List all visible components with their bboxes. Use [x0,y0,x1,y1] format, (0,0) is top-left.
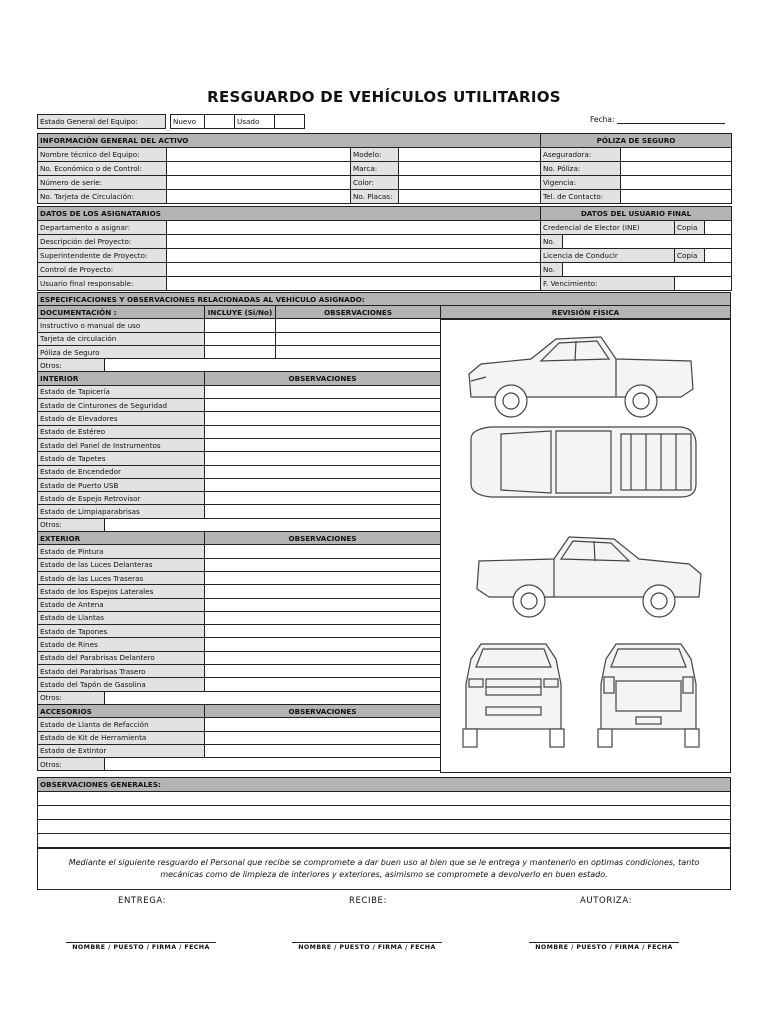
interior-item-label: Estado de Cinturones de Seguridad [38,399,205,412]
observacion-cell[interactable] [205,478,441,491]
truck-views-svg [441,319,730,772]
checklist-row [38,598,441,611]
activo-row: No. Económico o de Control: Marca: No. Póliza: [38,162,732,176]
checklist-row [38,545,441,558]
usuario-final-header: DATOS DEL USUARIO FINAL [541,207,732,221]
checklist-row [38,571,441,584]
otros-cell[interactable] [105,518,441,531]
checklist-row [38,678,441,691]
observacion-cell[interactable] [205,625,441,638]
observacion-cell[interactable] [205,665,441,678]
observacion-cell[interactable] [205,465,441,478]
checklist-table [37,305,441,771]
accesorios-item-label: Estado de Extintor [38,744,205,757]
observacion-cell[interactable] [276,319,441,332]
interior-item-label: Estado de Tapetes [38,452,205,465]
activo-row: No. Tarjeta de Circulación: No. Placas: Tel. de Contacto: [38,190,732,204]
observacion-cell[interactable] [276,345,441,358]
checklist-row [38,585,441,598]
estado-usado-box[interactable] [275,115,305,129]
observacion-cell[interactable] [276,332,441,345]
exterior-header: EXTERIOR [38,532,205,545]
observaciones-line[interactable] [38,834,731,848]
interior-header: INTERIOR [38,372,205,385]
doc-item-label: Póliza de Seguro [38,345,205,358]
checklist-row [38,452,441,465]
checklist-row [38,744,441,757]
checklist-row [38,332,441,345]
estado-nuevo-label: Nuevo [171,115,205,129]
asignatario-row: Departamento a asignar: Credencial de Elector (INE) Copia [38,221,732,235]
exterior-item-label: Estado de Rines [38,638,205,651]
interior-item-label: Estado de Puerto USB [38,478,205,491]
exterior-item-label: Estado de Pintura [38,545,205,558]
checklist-row [38,359,441,372]
observacion-cell[interactable] [205,638,441,651]
exterior-item-label: Estado de Antena [38,598,205,611]
autoriza-signature-line[interactable] [529,942,679,943]
checklist-row [38,758,441,771]
asignatarios-section [37,206,731,291]
asignatario-row: Usuario final responsable: F. Vencimiento: [38,277,732,291]
otros-label: Otros: [38,359,105,372]
documentacion-header: DOCUMENTACIÓN : [38,306,205,319]
checklist-row [38,492,441,505]
checklist-row [38,399,441,412]
checklist-row [38,412,441,425]
observacion-cell[interactable] [205,651,441,664]
otros-cell[interactable] [105,359,441,372]
activo-row: Nombre técnico del Equipo: Modelo: Aseguradora: [38,148,732,162]
doc-item-label: Instructivo o manual de uso [38,319,205,332]
entrega-caption: NOMBRE / PUESTO / FIRMA / FECHA [72,944,210,951]
autoriza-caption: NOMBRE / PUESTO / FIRMA / FECHA [535,944,673,951]
exterior-item-label: Estado de los Espejos Laterales [38,585,205,598]
interior-item-label: Estado de Espejo Retrovisor [38,492,205,505]
observaciones-header: OBSERVACIONES [205,704,441,717]
entrega-label: ENTREGA: [118,896,167,906]
observacion-cell[interactable] [205,678,441,691]
activo-header: INFORMACIÓN GENERAL DEL ACTIVO [38,134,541,148]
incluye-cell[interactable] [205,319,276,332]
interior-item-label: Estado del Panel de Instrumentos [38,438,205,451]
otros-label: Otros: [38,691,105,704]
fecha-label: Fecha: [590,115,615,124]
poliza-header: PÓLIZA DE SEGURO [541,134,732,148]
asignatarios-header: DATOS DE LOS ASIGNATARIOS [38,207,541,221]
checklist-row [38,505,441,518]
activo-section [37,133,731,204]
observaciones-header: OBSERVACIONES [205,532,441,545]
checklist-row [38,731,441,744]
observacion-cell[interactable] [205,492,441,505]
observaciones-line[interactable] [38,820,731,834]
truck-front-view-icon [463,644,564,747]
checklist-row [38,558,441,571]
checklist-row [38,425,441,438]
checklist-row [38,651,441,664]
observacion-cell[interactable] [205,425,441,438]
observacion-cell[interactable] [205,731,441,744]
asignatario-row: Superintendente de Proyecto: Licencia de Conducir Copia [38,249,732,263]
autoriza-label: AUTORIZA: [580,896,633,906]
checklist-row [38,319,441,332]
checklist-row [38,625,441,638]
truck-side-right-icon [477,537,701,617]
disclaimer-text: Mediante el siguiente resguardo el Personal que recibe se compromete a dar buen uso al bien que se le entrega y mantenerlo en optimas condiciones, tanto mecánicas como de limpieza de interiores y exteriores, asimismo se compromete a devolverlo en buen estado. [37,848,731,890]
exterior-item-label: Estado del Tapón de Gasolina [38,678,205,691]
fecha-field[interactable] [590,114,725,124]
observacion-cell[interactable] [205,585,441,598]
interior-item-label: Estado de Encendedor [38,465,205,478]
checklist-row [38,306,441,319]
incluye-cell[interactable] [205,345,276,358]
estado-usado-label: Usado [235,115,275,129]
interior-item-label: Estado de Tapicería [38,385,205,398]
asignatario-row: Descripción del Proyecto: No. [38,235,732,249]
observacion-cell[interactable] [205,545,441,558]
checklist-row [38,438,441,451]
vehicle-diagram [440,318,731,773]
doc-item-label: Tarjeta de circulación [38,332,205,345]
checklist-row [38,465,441,478]
truck-side-left-icon [469,337,693,417]
entrega-signature-line[interactable] [66,942,216,943]
exterior-item-label: Estado del Parabrisas Delantero [38,651,205,664]
incluye-cell[interactable] [205,332,276,345]
exterior-item-label: Estado de Tapones [38,625,205,638]
asignatario-row: Control de Proyecto: No. [38,263,732,277]
observacion-cell[interactable] [205,571,441,584]
exterior-item-label: Estado del Parabrisas Trasero [38,665,205,678]
checklist-row [38,518,441,531]
checklist-row [38,638,441,651]
checklist-row [38,718,441,731]
recibe-label: RECIBE: [349,896,387,906]
accesorios-item-label: Estado de Kit de Herramienta [38,731,205,744]
otros-cell[interactable] [105,758,441,771]
checklist-row [38,691,441,704]
exterior-item-label: Estado de las Luces Traseras [38,571,205,584]
activo-row: Número de serie: Color: Vigencia: [38,176,732,190]
estado-general-label: Estado General del Equipo: [38,115,166,129]
checklist-row [38,665,441,678]
observaciones-line[interactable] [38,792,731,806]
interior-item-label: Estado de Estéreo [38,425,205,438]
observacion-cell[interactable] [205,718,441,731]
observaciones-line[interactable] [38,806,731,820]
checklist-row [38,345,441,358]
observaciones-generales-section [37,777,731,848]
truck-rear-view-icon [598,644,699,747]
estado-nuevo-box[interactable] [205,115,235,129]
observacion-cell[interactable] [205,598,441,611]
checklist-row [38,704,441,717]
checklist-row [38,385,441,398]
otros-label: Otros: [38,758,105,771]
otros-label: Otros: [38,518,105,531]
especificaciones-header: ESPECIFICACIONES Y OBSERVACIONES RELACIONADAS AL VEHÍCULO ASIGNADO: [38,293,731,307]
observacion-cell[interactable] [205,611,441,624]
recibe-signature-line[interactable] [292,942,442,943]
accesorios-item-label: Estado de Llanta de Refacción [38,718,205,731]
revision-fisica-header: REVISIÓN FÍSICA [441,306,731,320]
observaciones-header: OBSERVACIONES [276,306,441,319]
document-title: RESGUARDO DE VEHÍCULOS UTILITARIOS [207,88,561,106]
observacion-cell[interactable] [205,558,441,571]
interior-item-label: Estado de Limpiaparabrisas [38,505,205,518]
checklist-row [38,532,441,545]
checklist-row [38,478,441,491]
observacion-cell[interactable] [205,412,441,425]
accesorios-header: ACCESORIOS [38,704,205,717]
exterior-item-label: Estado de las Luces Delanteras [38,558,205,571]
estado-general-row [37,114,305,129]
checklist-row [38,611,441,624]
checklist-row [38,372,441,385]
incluye-header: INCLUYE (Si/No) [205,306,276,319]
otros-cell[interactable] [105,691,441,704]
observacion-cell[interactable] [205,385,441,398]
observacion-cell[interactable] [205,399,441,412]
observacion-cell[interactable] [205,505,441,518]
observacion-cell[interactable] [205,744,441,757]
observacion-cell[interactable] [205,452,441,465]
fecha-line[interactable] [617,114,725,124]
observaciones-generales-header: OBSERVACIONES GENERALES: [38,778,731,792]
observacion-cell[interactable] [205,438,441,451]
interior-item-label: Estado de Elevadores [38,412,205,425]
observaciones-header: OBSERVACIONES [205,372,441,385]
recibe-caption: NOMBRE / PUESTO / FIRMA / FECHA [298,944,436,951]
truck-top-view-icon [471,427,696,497]
exterior-item-label: Estado de Llantas [38,611,205,624]
